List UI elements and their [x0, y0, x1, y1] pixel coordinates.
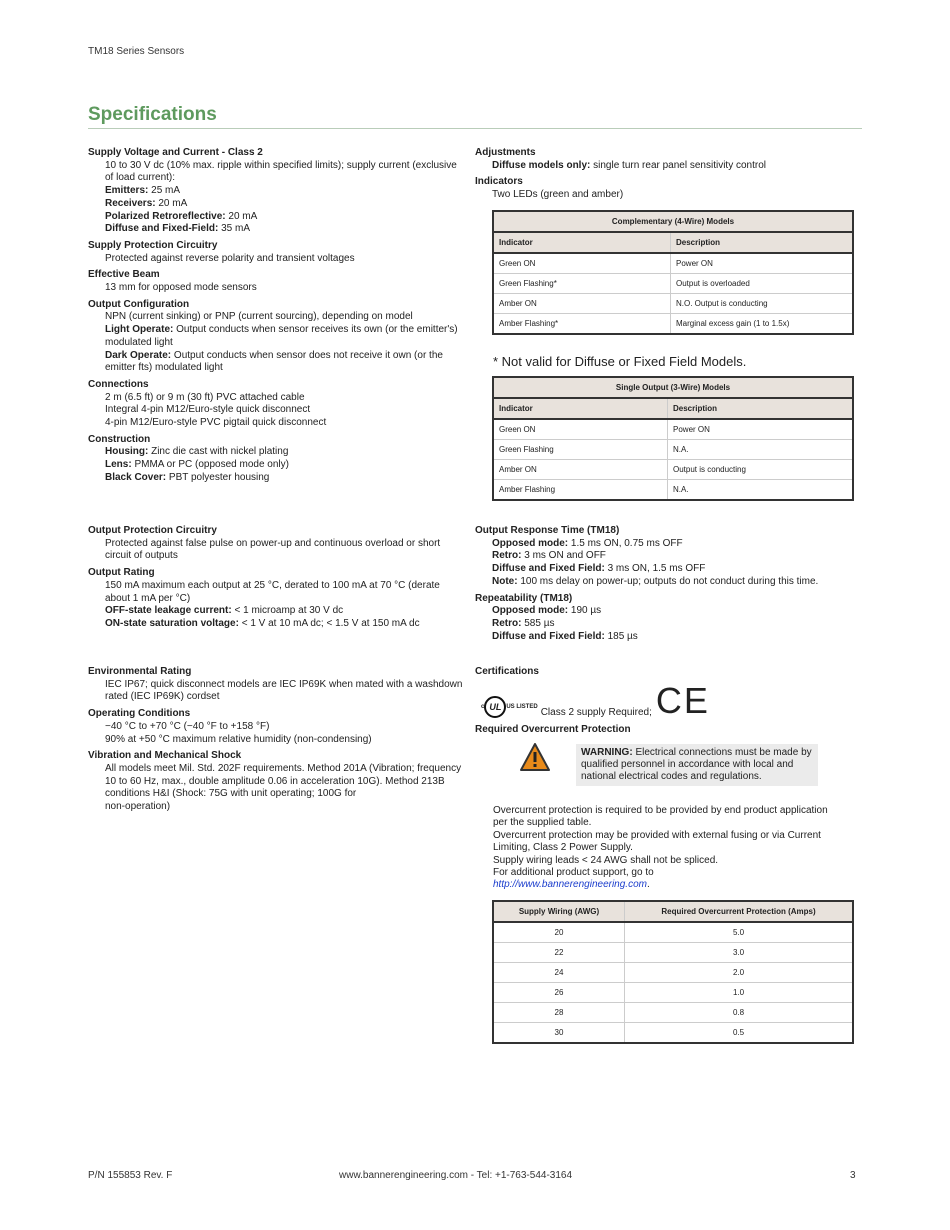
spec-label: Polarized Retroreflective: [105, 210, 226, 222]
spec-value: 185 µs [604, 630, 638, 642]
table-cell: 22 [493, 943, 625, 963]
spec-heading: Repeatability (TM18) [475, 592, 573, 604]
spec-heading: Supply Voltage and Current - Class 2 [88, 147, 263, 158]
table-cell: Marginal excess gain (1 to 1.5x) [671, 314, 854, 335]
overcurrent-note: Supply wiring leads < 24 AWG shall not be spliced. [493, 854, 719, 866]
table-cell: Green ON [493, 253, 671, 274]
table-row [493, 943, 853, 963]
spec-heading: Supply Protection Circuitry [88, 239, 218, 251]
warning-triangle-icon [519, 742, 551, 772]
table-cell: 20 [493, 922, 625, 943]
support-text: For additional product support, go to [493, 867, 654, 879]
table-cell: 3.0 [625, 943, 854, 963]
table-cell: N.A. [668, 480, 854, 501]
right-mid-specs [475, 525, 853, 647]
spec-line [88, 580, 466, 605]
spec-block [88, 750, 466, 814]
spec-block [88, 666, 466, 704]
left-top-specs [88, 147, 466, 489]
support-link[interactable]: http://www.bannerengineering.com [493, 879, 647, 891]
spec-block [88, 269, 466, 294]
table-caption: Single Output (3-Wire) Models [493, 377, 853, 398]
table-row [493, 419, 853, 440]
spec-value: non-operation) [105, 801, 171, 813]
table-cell: 5.0 [625, 922, 854, 943]
spec-value: 190 µs [568, 605, 602, 617]
spec-value: Two LEDs (green and amber) [492, 189, 624, 201]
table-cell: 1.0 [625, 983, 854, 1003]
spec-line [475, 550, 853, 563]
spec-heading: Vibration and Mechanical Shock [88, 750, 242, 762]
overcurrent-note: Overcurrent protection may be provided with external fusing or via Current Limiting, Class 2 Power Supply. [493, 829, 821, 854]
spec-label: Diffuse and Fixed Field: [492, 563, 605, 575]
table-row [493, 983, 853, 1003]
spec-block [475, 176, 853, 201]
spec-value: PBT polyester housing [166, 471, 270, 483]
warning-label: WARNING: [581, 747, 633, 758]
spec-line [475, 189, 853, 202]
right-top-specs [475, 147, 853, 206]
spec-block [88, 147, 466, 236]
spec-line [88, 472, 466, 485]
spec-block [88, 240, 466, 265]
spec-label: Dark Operate: [105, 349, 172, 361]
spec-value: 90% at +50 °C maximum relative humidity (non-condensing) [105, 733, 372, 745]
spec-heading: Output Response Time (TM18) [475, 525, 620, 536]
spec-heading: Output Protection Circuitry [88, 525, 217, 536]
spec-block [88, 567, 466, 631]
spec-line [475, 631, 853, 644]
spec-value: Protected against reverse polarity and transient voltages [105, 252, 355, 264]
complementary-table [492, 210, 854, 335]
spec-block [88, 299, 466, 375]
spec-line [88, 185, 466, 198]
spec-line [88, 446, 466, 459]
spec-line [88, 679, 466, 704]
spec-label: Opposed mode: [492, 537, 569, 549]
spec-value: NPN (current sinking) or PNP (current sourcing), depending on model [105, 311, 413, 323]
page-title: Specifications [88, 104, 217, 125]
spec-value: < 1 microamp at 30 V dc [231, 605, 344, 617]
left-mid-specs [88, 525, 466, 635]
spec-value: PMMA or PC (opposed mode only) [131, 459, 289, 471]
ul-listed-logo: c UL US LISTED [481, 696, 538, 718]
table-row [493, 480, 853, 501]
table-cell: Green Flashing [493, 440, 668, 460]
table-cell: N.O. Output is conducting [671, 294, 854, 314]
column-header: Required Overcurrent Protection (Amps) [625, 901, 854, 922]
table-cell: 2.0 [625, 963, 854, 983]
table-cell: Green Flashing* [493, 274, 671, 294]
table-cell: Amber Flashing* [493, 314, 671, 335]
spec-label: Black Cover: [105, 471, 167, 483]
table-caption: Complementary (4-Wire) Models [493, 211, 853, 232]
spec-line [88, 721, 466, 734]
support-end: . [646, 879, 650, 891]
spec-value: Integral 4-pin M12/Euro-style quick disconnect [105, 404, 311, 416]
spec-line [88, 763, 466, 801]
table-cell: 26 [493, 983, 625, 1003]
spec-line [88, 734, 466, 747]
column-header: Indicator [493, 232, 671, 253]
table-cell: Amber Flashing [493, 480, 668, 501]
spec-value: single turn rear panel sensitivity control [590, 159, 766, 171]
spec-heading: Environmental Rating [88, 666, 192, 677]
spec-line [88, 253, 466, 266]
certifications-title: Certifications [475, 666, 539, 677]
footnote: * Not valid for Diffuse or Fixed Field Models. [493, 354, 747, 369]
spec-label: Retro: [492, 617, 522, 629]
left-bottom-specs [88, 666, 466, 818]
spec-heading: Output Configuration [88, 298, 190, 310]
spec-line [88, 223, 466, 236]
spec-line [475, 618, 853, 631]
spec-label: OFF-state leakage current: [105, 605, 232, 617]
table-cell: Output is conducting [668, 460, 854, 480]
spec-line [88, 404, 466, 417]
spec-line [88, 392, 466, 405]
spec-value: 1.5 ms ON, 0.75 ms OFF [568, 537, 683, 549]
table-cell: 28 [493, 1003, 625, 1023]
spec-value: < 1 V at 10 mA dc; < 1.5 V at 150 mA dc [238, 617, 420, 629]
spec-line [88, 538, 466, 563]
column-header: Indicator [493, 398, 668, 419]
spec-line [88, 618, 466, 631]
spec-value: 150 mA maximum each output at 25 °C, derated to 100 mA at 70 °C (derate about 1 mA per °C) [105, 579, 440, 604]
spec-line [88, 160, 466, 185]
table-caption-row [493, 211, 853, 232]
spec-value: −40 °C to +70 °C (−40 °F to +158 °F) [105, 720, 270, 732]
spec-line [88, 350, 466, 375]
spec-heading: Construction [88, 433, 151, 445]
spec-label: Diffuse and Fixed Field: [492, 630, 605, 642]
spec-value: 2 m (6.5 ft) or 9 m (30 ft) PVC attached cable [105, 391, 305, 403]
table-row [493, 963, 853, 983]
spec-label: Housing: [105, 446, 149, 458]
spec-line [88, 417, 466, 430]
table-cell: N.A. [668, 440, 854, 460]
table-cell: 30 [493, 1023, 625, 1044]
spec-block [88, 379, 466, 430]
table-row [493, 440, 853, 460]
spec-label: Emitters: [105, 185, 149, 197]
spec-line [475, 538, 853, 551]
spec-line [88, 459, 466, 472]
spec-value: 20 mA [155, 197, 188, 209]
spec-label: Diffuse models only: [492, 159, 591, 171]
table-cell: 0.8 [625, 1003, 854, 1023]
spec-value: 10 to 30 V dc (10% max. ripple within specified limits); supply current (exclusive of load current): [105, 159, 457, 184]
table-row [493, 294, 853, 314]
spec-value: Zinc die cast with nickel plating [148, 446, 289, 458]
table-row [493, 1023, 853, 1044]
spec-block [475, 147, 853, 172]
spec-label: Retro: [492, 550, 522, 562]
spec-heading: Connections [88, 378, 149, 390]
spec-value: 100 ms delay on power-up; outputs do not conduct during this time. [517, 575, 819, 587]
certifications-row [481, 680, 710, 721]
warning-box [576, 744, 818, 786]
table-cell: Power ON [668, 419, 854, 440]
table-row [493, 922, 853, 943]
spec-label: Receivers: [105, 197, 156, 209]
spec-heading: Adjustments [475, 147, 536, 158]
spec-value: Protected against false pulse on power-up and continuous overload or short circuit of outputs [105, 537, 441, 562]
spec-value: 25 mA [148, 185, 181, 197]
spec-line [88, 198, 466, 211]
spec-heading: Effective Beam [88, 269, 160, 281]
spec-value: 3 ms ON, 1.5 ms OFF [604, 563, 706, 575]
spec-value: All models meet Mil. Std. 202F requirements. Method 201A (Vibration; frequency 10 to 60 Hz, max., double amplitude 0.06 in acceleration 10G). Method 213B conditions H&I (Shock: 75G with unit operating; 100G for [105, 762, 462, 800]
spec-label: Light Operate: [105, 324, 174, 336]
table-header-row [493, 398, 853, 419]
table-cell: Amber ON [493, 294, 671, 314]
spec-label: Lens: [105, 459, 132, 471]
table-cell: Amber ON [493, 460, 668, 480]
spec-value: 3 ms ON and OFF [521, 550, 606, 562]
column-header: Supply Wiring (AWG) [493, 901, 625, 922]
footer-website: www.bannerengineering.com - Tel: +1-763-544-3164 [339, 1170, 573, 1181]
title-rule [88, 128, 862, 129]
spec-value: Output conducts when sensor does not receive it own (or the emitter fts) modulated light [105, 349, 443, 374]
table-cell: Output is overloaded [671, 274, 854, 294]
spec-value: IEC IP67; quick disconnect models are IEC IP69K when mated with a washdown rated (IEC IP69K) cordset [105, 678, 463, 703]
spec-value: 4-pin M12/Euro-style PVC pigtail quick disconnect [105, 417, 327, 429]
spec-line [475, 605, 853, 618]
table-row [493, 274, 853, 294]
footer-part-number: P/N 155853 Rev. F [88, 1170, 173, 1181]
spec-line [475, 160, 853, 173]
spec-heading: Indicators [475, 176, 523, 188]
spec-label: Note: [492, 575, 518, 587]
overcurrent-title: Required Overcurrent Protection [475, 724, 631, 735]
table-cell: 0.5 [625, 1023, 854, 1044]
warning-text: Electrical connections must be made by qualified personnel in accordance with local and national electrical codes and regulations. [581, 747, 812, 782]
overcurrent-notes [493, 805, 833, 892]
certifications-text: Class 2 supply Required; [540, 707, 652, 718]
table-row [493, 1003, 853, 1023]
spec-line [475, 576, 853, 589]
overcurrent-note: Overcurrent protection is required to be provided by end product application per the supplied table. [493, 805, 828, 829]
table-caption-row [493, 377, 853, 398]
spec-value: 35 mA [218, 223, 251, 235]
spec-value: 13 mm for opposed mode sensors [105, 282, 257, 294]
spec-heading: Output Rating [88, 567, 155, 579]
table-cell: Green ON [493, 419, 668, 440]
ce-mark-logo: CE [655, 680, 710, 721]
single-output-table [492, 376, 854, 501]
spec-label: Opposed mode: [492, 605, 569, 617]
spec-block [475, 525, 853, 589]
spec-line [88, 801, 466, 814]
column-header: Description [668, 398, 854, 419]
spec-line [88, 211, 466, 224]
table-header-row [493, 232, 853, 253]
column-header: Description [671, 232, 854, 253]
spec-block [88, 708, 466, 746]
footer-page-number: 3 [850, 1170, 856, 1181]
spec-line [88, 311, 466, 324]
table-header-row [493, 901, 853, 922]
table-row [493, 253, 853, 274]
spec-value: 585 µs [521, 617, 555, 629]
table-cell: 24 [493, 963, 625, 983]
spec-block [88, 525, 466, 563]
spec-label: ON-state saturation voltage: [105, 617, 239, 629]
table-cell: Power ON [671, 253, 854, 274]
spec-line [88, 282, 466, 295]
spec-label: Diffuse and Fixed-Field: [105, 223, 219, 235]
running-header: TM18 Series Sensors [88, 46, 185, 57]
spec-value: 20 mA [225, 210, 258, 222]
table-row [493, 460, 853, 480]
table-row [493, 314, 853, 335]
spec-block [475, 593, 853, 644]
spec-heading: Operating Conditions [88, 708, 191, 720]
spec-block [88, 434, 466, 485]
spec-value: Output conducts when sensor receives its own (or the emitter's) modulated light [105, 324, 458, 348]
spec-line [475, 563, 853, 576]
spec-line [88, 324, 466, 349]
overcurrent-table [492, 900, 854, 1044]
spec-line [88, 605, 466, 618]
